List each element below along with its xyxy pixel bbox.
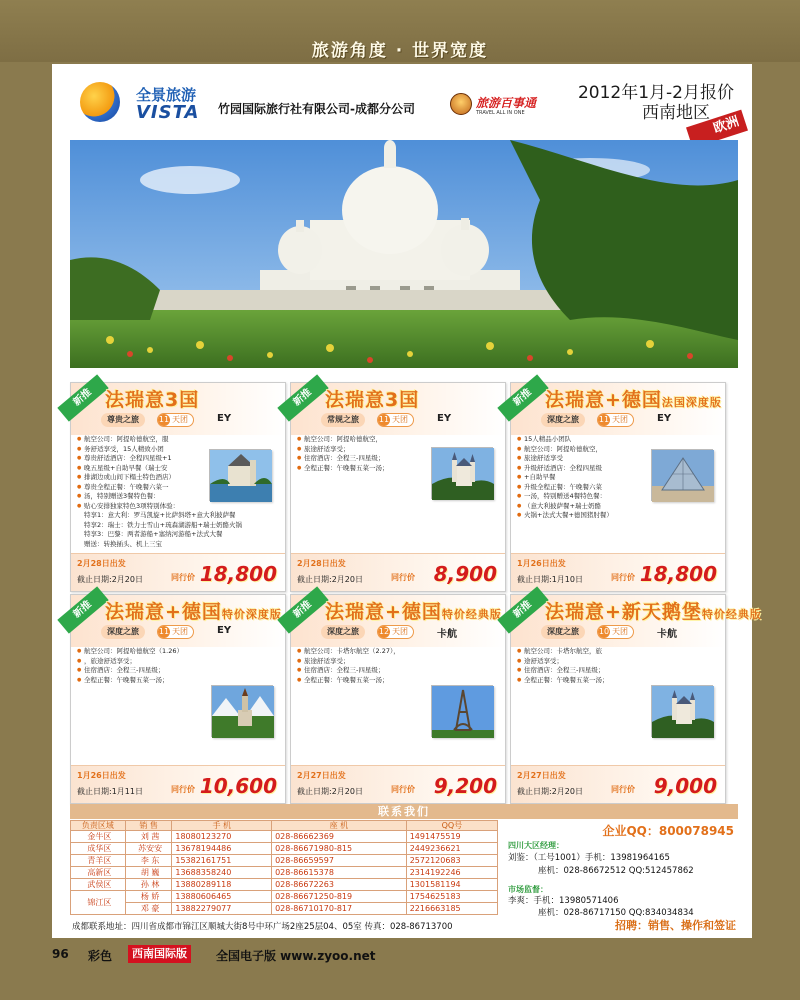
detail-item: ● 全程正餐：午晚餐五菜一汤； bbox=[77, 676, 183, 686]
tour-days bbox=[597, 625, 634, 639]
tour-days bbox=[157, 413, 194, 427]
detail-item: ● 升级舒适酒店：全程四星级 bbox=[517, 464, 613, 474]
detail-item: ● 旅途舒适享受； bbox=[297, 657, 400, 667]
detail-item: ● 全程正餐：午晚餐五菜一汤； bbox=[297, 676, 400, 686]
cell-sales: 李 东 bbox=[125, 855, 172, 867]
package-title-main: 法瑞意+新天鹅堡 bbox=[545, 601, 702, 623]
cell-landline: 028-86672263 bbox=[272, 879, 407, 891]
region-label: 西南地区 bbox=[642, 103, 710, 123]
cell-mobile: 13880289118 bbox=[172, 879, 272, 891]
departure-date: 2月27日出发 bbox=[297, 771, 346, 780]
departure-date: 1月26日出发 bbox=[517, 559, 566, 568]
cell-qq: 1754625183 bbox=[406, 891, 497, 903]
detail-item: ● 一汤，特别赠送4餐特色餐： bbox=[517, 492, 613, 502]
days-label: 天团 bbox=[172, 415, 188, 424]
departure-date: 2月28日出发 bbox=[297, 559, 346, 568]
vista-logo-icon bbox=[80, 82, 120, 122]
table-row bbox=[71, 843, 498, 855]
table-row bbox=[71, 831, 498, 843]
destination-photo bbox=[651, 685, 713, 737]
tour-days bbox=[597, 413, 634, 427]
cell-sales: 邓 豪 bbox=[125, 903, 172, 915]
page-number: 96 bbox=[52, 947, 69, 961]
tour-days bbox=[157, 625, 194, 639]
cell-landline: 028-86671250-819 bbox=[272, 891, 407, 903]
cell-sales: 孙 林 bbox=[125, 879, 172, 891]
package-grid bbox=[70, 382, 762, 802]
detail-item: ● 尊贵全程正餐：午晚餐六菜一 bbox=[77, 483, 242, 493]
detail-item: ● ，旅途舒适享受； bbox=[77, 657, 183, 667]
cell-qq: 1491475519 bbox=[406, 831, 497, 843]
days-number: 11 bbox=[158, 415, 170, 424]
deadline-date: 截止日期:2月20日 bbox=[297, 575, 363, 584]
departure-date: 2月28日出发 bbox=[77, 559, 126, 568]
detail-item: ● 航空公司：阿提哈德航空， bbox=[297, 435, 389, 445]
contact-info-box bbox=[502, 820, 738, 918]
days-label: 天团 bbox=[612, 415, 628, 424]
table-row bbox=[71, 855, 498, 867]
new-badge: 新推 bbox=[497, 586, 548, 633]
cell-sales: 苏安安 bbox=[125, 843, 172, 855]
detail-item: ● 排湖边或山间下榻土特色酒店） bbox=[77, 473, 242, 483]
tour-tier: 深度之旅 bbox=[101, 625, 145, 639]
recruitment-notice: 招聘：销售、操作和签证 bbox=[615, 919, 736, 932]
color-label: 彩色 bbox=[88, 949, 113, 963]
cell-landline: 028-86710170-817 bbox=[272, 903, 407, 915]
itinerary-details bbox=[297, 435, 389, 473]
cell-qq: 2314192246 bbox=[406, 867, 497, 879]
package-card[interactable] bbox=[290, 382, 506, 592]
departure-date: 2月27日出发 bbox=[517, 771, 566, 780]
edition-website: 全国电子版 www.zyoo.net bbox=[216, 949, 376, 963]
airline-code: EY bbox=[217, 625, 232, 636]
deadline-date: 截止日期:2月20日 bbox=[77, 575, 143, 584]
days-label: 天团 bbox=[172, 627, 188, 636]
price-period: 2012年1月-2月报价 bbox=[577, 83, 734, 103]
slogan: 旅游角度 · 世界宽度 bbox=[311, 41, 489, 61]
package-header bbox=[291, 383, 505, 435]
price-label: 同行价 bbox=[391, 785, 415, 794]
cell-mobile: 13880606465 bbox=[172, 891, 272, 903]
days-label: 天团 bbox=[392, 415, 408, 424]
tour-days bbox=[377, 413, 414, 427]
package-title-main: 法瑞意+德国 bbox=[545, 389, 662, 411]
itinerary-details bbox=[517, 435, 613, 521]
detail-item: 特享1：意大利：罗马凯旋+比萨斜塔+意大利披萨餐 bbox=[84, 511, 236, 519]
days-label: 天团 bbox=[612, 627, 628, 636]
days-number: 12 bbox=[378, 627, 390, 636]
deadline-date: 截止日期:2月20日 bbox=[517, 787, 583, 796]
europe-tag: 欧洲 bbox=[686, 110, 748, 149]
cell-mobile: 13882279077 bbox=[172, 903, 272, 915]
itinerary-details bbox=[517, 647, 609, 685]
cell-region: 成华区 bbox=[71, 843, 126, 855]
package-title-main: 法瑞意3国 bbox=[105, 389, 200, 411]
new-badge: 新推 bbox=[277, 374, 328, 421]
detail-item: ● 全程正餐：午晚餐五菜一汤； bbox=[297, 464, 389, 474]
package-title-main: 法瑞意+德国 bbox=[325, 601, 442, 623]
package-footer bbox=[291, 765, 505, 803]
detail-item: ● 升级全程正餐：午晚餐六菜 bbox=[517, 483, 613, 493]
tour-tier: 尊贵之旅 bbox=[101, 413, 145, 427]
cell-mobile: 18080123270 bbox=[172, 831, 272, 843]
package-header bbox=[71, 383, 285, 435]
detail-item: ● 务舒适享受，15人精致小团 bbox=[77, 445, 242, 455]
logo-english: VISTA bbox=[136, 102, 200, 123]
itinerary-details bbox=[297, 647, 400, 685]
destination-photo bbox=[211, 685, 273, 737]
airline-code: EY bbox=[217, 413, 232, 424]
package-title bbox=[545, 597, 762, 624]
cell-region: 武侯区 bbox=[71, 879, 126, 891]
package-card[interactable] bbox=[510, 382, 726, 592]
logo-chinese: 全景旅游 bbox=[136, 86, 197, 104]
package-title-suffix: 特价深度版 bbox=[221, 608, 282, 621]
days-number: 10 bbox=[598, 627, 610, 636]
detail-item: ● 航空公司：阿提哈德航空， bbox=[517, 445, 613, 455]
deadline-date: 截止日期:2月20日 bbox=[297, 787, 363, 796]
ad-page bbox=[52, 64, 762, 938]
package-title bbox=[325, 597, 502, 624]
package-title bbox=[325, 385, 419, 412]
cell-region: 金牛区 bbox=[71, 831, 126, 843]
partner-mascot-icon bbox=[450, 93, 472, 115]
cell-region: 锦江区 bbox=[71, 891, 126, 915]
detail-item: ● 汤，特别赠送3餐特色餐： bbox=[77, 492, 242, 502]
table-row bbox=[71, 903, 498, 915]
package-title-suffix: 法国深度版 bbox=[661, 396, 722, 409]
package-card[interactable] bbox=[70, 382, 286, 592]
detail-item: ● 住宿酒店：全程三-四星级； bbox=[517, 666, 609, 676]
price-label: 同行价 bbox=[611, 573, 635, 582]
detail-item: ● 途舒适享受； bbox=[517, 657, 609, 667]
cell-landline: 028-86615378 bbox=[272, 867, 407, 879]
basilica-illustration bbox=[70, 140, 738, 368]
cell-sales: 刘 茜 bbox=[125, 831, 172, 843]
detail-item: ● 住宿酒店：全程三-四星级； bbox=[297, 666, 400, 676]
sw-manager-mobile: 刘鉴：（工号1001）手机：13981964165 bbox=[508, 853, 670, 863]
destination-photo bbox=[209, 449, 271, 501]
col-landline: 座 机 bbox=[272, 821, 407, 831]
package-price: 18,800 bbox=[639, 562, 717, 586]
market-phone: 座机：028-86717150 QQ:834034834 bbox=[538, 908, 694, 918]
col-sales: 销 售 bbox=[125, 821, 172, 831]
destination-photo bbox=[651, 449, 713, 501]
detail-item: ● 旅途舒适享受 bbox=[517, 454, 613, 464]
cell-qq: 2449236621 bbox=[406, 843, 497, 855]
enterprise-qq: 企业QQ：800078945 bbox=[602, 824, 734, 838]
package-header bbox=[71, 595, 285, 647]
contact-address: 成都联系地址：四川省成都市锦江区顺城大街8号中环广场2座25层04、05室 传真：028-86713700 bbox=[72, 922, 453, 932]
package-title-suffix: 特价经典版 bbox=[701, 608, 762, 621]
table-row bbox=[71, 891, 498, 903]
deadline-date: 截止日期:1月10日 bbox=[517, 575, 583, 584]
cell-sales: 杨 娇 bbox=[125, 891, 172, 903]
detail-item: ● 贴心安排独家特色3项特别体验： bbox=[77, 502, 242, 512]
tour-tier: 深度之旅 bbox=[541, 413, 585, 427]
price-label: 同行价 bbox=[391, 573, 415, 582]
new-badge: 新推 bbox=[57, 374, 108, 421]
table-row bbox=[71, 867, 498, 879]
sw-manager-phone: 座机：028-86672512 QQ:512457862 bbox=[538, 866, 694, 876]
detail-item: ● 旅途舒适享受； bbox=[297, 445, 389, 455]
package-header bbox=[511, 595, 762, 647]
days-number: 11 bbox=[598, 415, 610, 424]
tour-tier: 深度之旅 bbox=[541, 625, 585, 639]
package-card[interactable] bbox=[290, 594, 506, 804]
package-price: 18,800 bbox=[199, 562, 277, 586]
col-region: 负责区域 bbox=[71, 821, 126, 831]
cell-region: 青羊区 bbox=[71, 855, 126, 867]
package-title bbox=[545, 385, 722, 412]
cell-landline: 028-86671980-815 bbox=[272, 843, 407, 855]
package-title bbox=[105, 597, 282, 624]
airline-code: 卡航 bbox=[657, 629, 677, 640]
days-label: 天团 bbox=[392, 627, 408, 636]
table-row bbox=[71, 879, 498, 891]
table-header-row bbox=[71, 821, 498, 831]
detail-item: ● 全程正餐：午晚餐五菜一汤； bbox=[517, 676, 609, 686]
detail-item: ● 住宿酒店：全程三-四星级； bbox=[297, 454, 389, 464]
market-supervisor-label: 市场监督： bbox=[508, 885, 548, 894]
detail-item: ● （意大利披萨餐+瑞士奶酪 bbox=[517, 502, 613, 512]
package-footer bbox=[291, 553, 505, 591]
package-card[interactable] bbox=[510, 594, 762, 804]
detail-item: ● 航空公司：卡塔尔航空（2.27）， bbox=[297, 647, 400, 657]
detail-item: 特享2：瑞士：铁力士雪山+琉森湖游船+瑞士奶酪火锅 bbox=[84, 520, 243, 529]
package-title-main: 法瑞意+德国 bbox=[105, 601, 222, 623]
price-label: 同行价 bbox=[171, 573, 195, 582]
new-badge: 新推 bbox=[57, 586, 108, 633]
detail-item: ● 15人精品小团队 bbox=[517, 435, 613, 445]
detail-item: ● 火锅+法式大餐+德国猪肘餐） bbox=[517, 511, 613, 521]
tour-days bbox=[377, 625, 414, 639]
package-price: 9,000 bbox=[653, 774, 717, 798]
new-badge: 新推 bbox=[497, 374, 548, 421]
package-price: 9,200 bbox=[433, 774, 497, 798]
edition-badge: 西南国际版 bbox=[128, 945, 191, 963]
destination-photo bbox=[431, 685, 493, 737]
package-footer bbox=[511, 765, 725, 803]
airline-code: EY bbox=[657, 413, 672, 424]
cell-region: 高新区 bbox=[71, 867, 126, 879]
airline-code: 卡航 bbox=[437, 629, 457, 640]
price-label: 同行价 bbox=[171, 785, 195, 794]
detail-item: ● 晚五星级+自助早餐（瑞士安 bbox=[77, 464, 242, 474]
cell-mobile: 13678194486 bbox=[172, 843, 272, 855]
market-mobile: 李爽：手机：13980571406 bbox=[508, 896, 619, 906]
tour-tier: 常规之旅 bbox=[321, 413, 365, 427]
sw-manager-label: 四川大区经理： bbox=[508, 841, 564, 850]
price-label: 同行价 bbox=[611, 785, 635, 794]
airline-code: EY bbox=[437, 413, 452, 424]
package-header bbox=[511, 383, 725, 435]
detail-item: ● 航空公司：阿提哈德航空（1.26） bbox=[77, 647, 183, 657]
new-badge: 新推 bbox=[277, 586, 328, 633]
detail-item: 赠送：转换插头、机上三宝 bbox=[84, 539, 162, 548]
detail-item: ● +自助早餐 bbox=[517, 473, 613, 483]
cell-qq: 2572120683 bbox=[406, 855, 497, 867]
package-card[interactable] bbox=[70, 594, 286, 804]
package-title bbox=[105, 385, 199, 412]
cell-sales: 胡 巍 bbox=[125, 867, 172, 879]
hero-photo-sacre-coeur bbox=[70, 140, 738, 368]
package-title-main: 法瑞意3国 bbox=[325, 389, 420, 411]
col-mobile: 手 机 bbox=[172, 821, 272, 831]
package-title-suffix: 特价经典版 bbox=[441, 608, 502, 621]
departure-date: 1月26日出发 bbox=[77, 771, 126, 780]
col-qq: QQ号 bbox=[406, 821, 497, 831]
sales-contact-table bbox=[70, 820, 498, 915]
detail-item: 特享3：巴黎：两者游船+塞纳河游船+法式大餐 bbox=[84, 530, 223, 538]
itinerary-details bbox=[77, 647, 183, 685]
partner-subtitle: TRAVEL ALL IN ONE bbox=[476, 110, 525, 116]
cell-landline: 028-86659597 bbox=[272, 855, 407, 867]
detail-item: ● 住宿酒店：全程三-四星级； bbox=[77, 666, 183, 676]
cell-landline: 028-86662369 bbox=[272, 831, 407, 843]
cell-qq: 2216663185 bbox=[406, 903, 497, 915]
package-header bbox=[291, 595, 505, 647]
partner-name: 旅游百事通 bbox=[476, 96, 537, 110]
package-footer bbox=[511, 553, 725, 591]
package-price: 10,600 bbox=[199, 774, 277, 798]
company-name: 竹园国际旅行社有限公司-成都分公司 bbox=[218, 102, 415, 116]
page-footer bbox=[52, 945, 752, 963]
cell-mobile: 15382161751 bbox=[172, 855, 272, 867]
cell-qq: 1301581194 bbox=[406, 879, 497, 891]
destination-photo bbox=[431, 447, 493, 499]
days-number: 11 bbox=[158, 627, 170, 636]
tour-tier: 深度之旅 bbox=[321, 625, 365, 639]
contact-heading: 联系我们 bbox=[70, 804, 738, 819]
detail-item: ● 航空公司：阿提哈德航空，服 bbox=[77, 435, 242, 445]
package-price: 8,900 bbox=[433, 562, 497, 586]
days-number: 11 bbox=[378, 415, 390, 424]
package-footer bbox=[71, 765, 285, 803]
package-footer bbox=[71, 553, 285, 591]
cell-mobile: 13688358240 bbox=[172, 867, 272, 879]
detail-item: ● 尊贵舒适酒店：全程四星级+1 bbox=[77, 454, 242, 464]
detail-item: ● 航空公司：卡塔尔航空，旅 bbox=[517, 647, 609, 657]
deadline-date: 截止日期:1月11日 bbox=[77, 787, 143, 796]
ad-header bbox=[52, 64, 752, 140]
